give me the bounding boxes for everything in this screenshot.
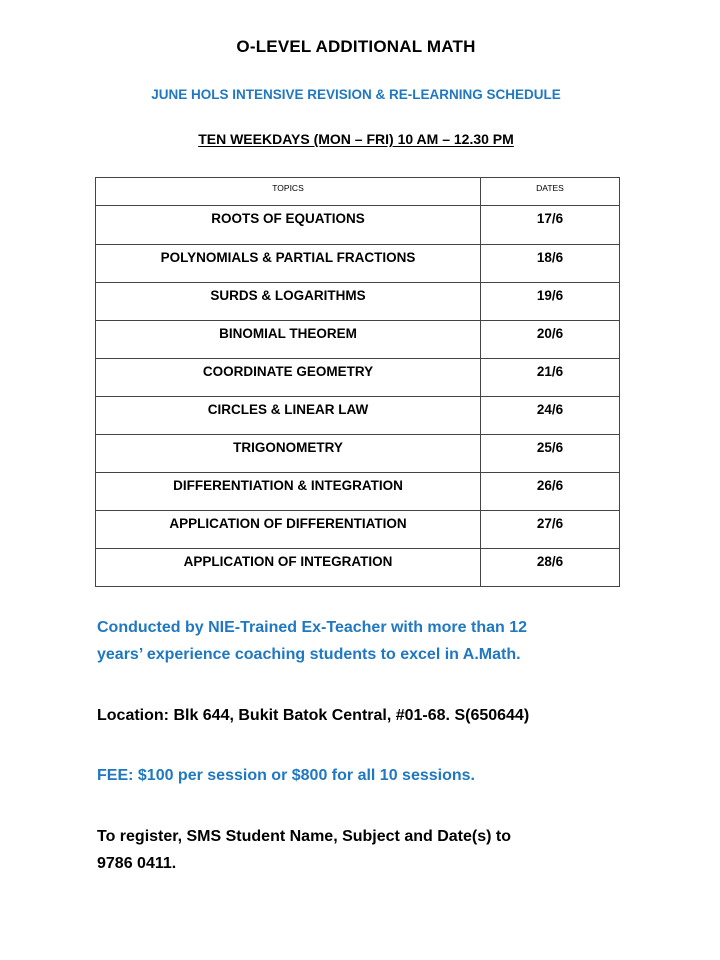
- schedule-table: [95, 177, 620, 587]
- table-row: [96, 435, 620, 473]
- date-cell: 25/6: [481, 435, 620, 473]
- date-cell: 27/6: [481, 511, 620, 549]
- fee-text: FEE: $100 per session or $800 for all 10 sessions.: [97, 767, 475, 784]
- topic-cell: DIFFERENTIATION & INTEGRATION: [96, 473, 481, 511]
- table-row: [96, 283, 620, 321]
- column-header-dates: DATES: [481, 178, 620, 206]
- topic-cell: APPLICATION OF DIFFERENTIATION: [96, 511, 481, 549]
- conducted-line-1: Conducted by NIE-Trained Ex-Teacher with more than 12: [97, 619, 528, 636]
- topic-cell: ROOTS OF EQUATIONS: [96, 206, 481, 245]
- topic-cell: CIRCLES & LINEAR LAW: [96, 397, 481, 435]
- topic-cell: TRIGONOMETRY: [96, 435, 481, 473]
- date-cell: 17/6: [481, 206, 620, 245]
- date-cell: 18/6: [481, 245, 620, 283]
- table-row: [96, 549, 620, 587]
- date-cell: 24/6: [481, 397, 620, 435]
- schedule-times-text: TEN WEEKDAYS (MON – FRI) 10 AM – 12.30 PM: [198, 131, 514, 147]
- topic-cell: POLYNOMIALS & PARTIAL FRACTIONS: [96, 245, 481, 283]
- topic-cell: SURDS & LOGARITHMS: [96, 283, 481, 321]
- location-text: Location: Blk 644, Bukit Batok Central, #01-68. S(650644): [97, 707, 530, 724]
- topic-cell: BINOMIAL THEOREM: [96, 321, 481, 359]
- table-row: [96, 245, 620, 283]
- conducted-line-2: years’ experience coaching students to excel in A.Math.: [97, 646, 521, 663]
- register-line-1: To register, SMS Student Name, Subject and Date(s) to: [97, 828, 511, 845]
- date-cell: 26/6: [481, 473, 620, 511]
- date-cell: 19/6: [481, 283, 620, 321]
- date-cell: 21/6: [481, 359, 620, 397]
- table-row: [96, 359, 620, 397]
- topic-cell: APPLICATION OF INTEGRATION: [96, 549, 481, 587]
- table-row: [96, 511, 620, 549]
- table-row: [96, 206, 620, 245]
- topic-cell: COORDINATE GEOMETRY: [96, 359, 481, 397]
- register-paragraph: [97, 823, 657, 877]
- schedule-times: [0, 131, 712, 147]
- table-row: [96, 321, 620, 359]
- register-phone: 9786 0411.: [97, 855, 177, 872]
- table-row: [96, 397, 620, 435]
- table-header-row: [96, 178, 620, 206]
- column-header-topics: TOPICS: [96, 178, 481, 206]
- conducted-by-paragraph: [97, 614, 657, 668]
- page-subtitle: JUNE HOLS INTENSIVE REVISION & RE-LEARNING SCHEDULE: [151, 87, 561, 102]
- page-title: O-LEVEL ADDITIONAL MATH: [236, 37, 476, 56]
- table-row: [96, 473, 620, 511]
- date-cell: 20/6: [481, 321, 620, 359]
- date-cell: 28/6: [481, 549, 620, 587]
